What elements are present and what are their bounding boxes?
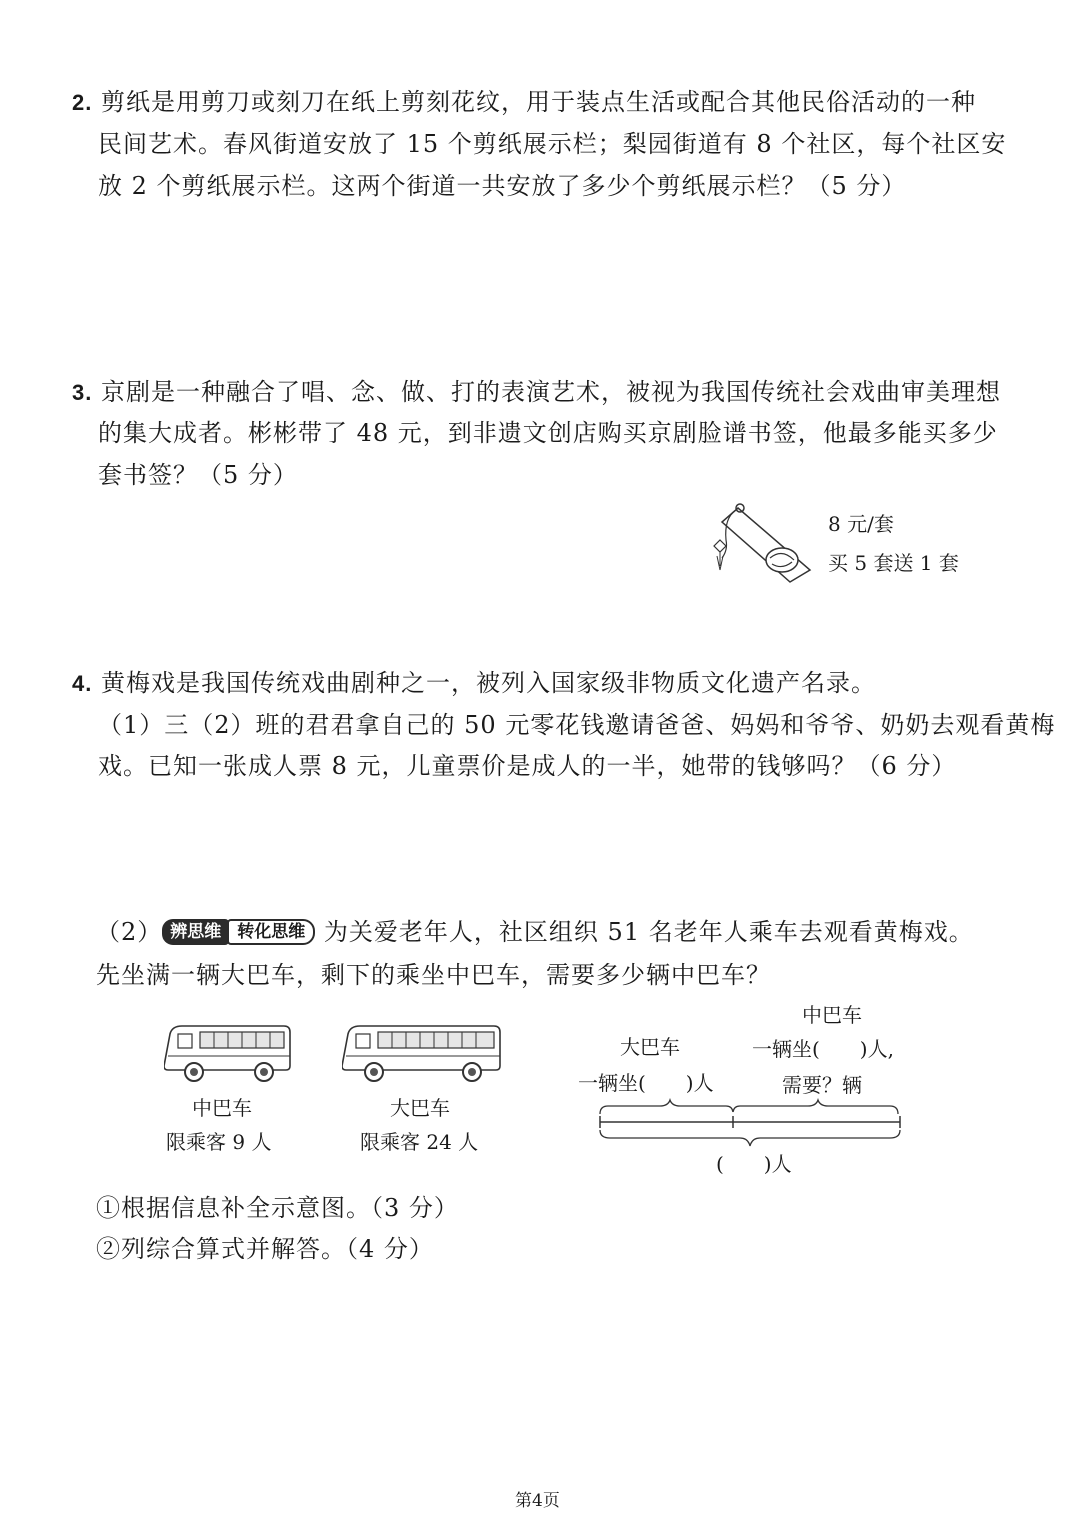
brace-large-bus xyxy=(600,1100,733,1114)
large-bus-illustration xyxy=(342,1022,502,1084)
q4-part1-line-2: 戏。已知一张成人票 8 元，儿童票价是成人的一半，她带的钱够吗？（6 分） xyxy=(98,752,957,780)
diagram-medium-seat-label: 一辆坐( )人, xyxy=(752,1037,894,1061)
segment-diagram xyxy=(590,1098,910,1152)
diagram-large-seat-label: 一辆坐( )人 xyxy=(578,1071,714,1095)
diagram-large-bus-label: 大巴车 xyxy=(620,1035,680,1059)
bookmark-illustration xyxy=(700,500,820,590)
large-bus-limit: 限乘客 24 人 xyxy=(360,1130,479,1154)
q4-part1-line-1: （1）三（2）班的君君拿自己的 50 元零花钱邀请爸爸、妈妈和爷爷、奶奶去观看黄梅 xyxy=(98,711,1056,739)
diagram-need-label: 需要？辆 xyxy=(782,1073,862,1097)
q4-task-2: ②列综合算式并解答。（4 分） xyxy=(96,1235,434,1263)
brace-total xyxy=(600,1130,900,1146)
q3-line-2: 的集大成者。彬彬带了 48 元，到非遗文创店购买京剧脸谱书签，他最多能买多少 xyxy=(98,419,998,447)
q4-number: 4. xyxy=(72,671,93,696)
large-bus-name: 大巴车 xyxy=(390,1096,450,1120)
q4-part2-prefix: （2） xyxy=(96,918,163,946)
medium-bus-illustration xyxy=(164,1022,292,1084)
q4-part2-line-1: （2） 辨思维 转化思维 为关爱老年人，社区组织 51 名老年人乘车去观看黄梅戏。 xyxy=(96,918,974,946)
q2-number: 2. xyxy=(72,90,93,115)
page-number: 第4页 xyxy=(515,1491,560,1511)
q2-line-1: 2. 剪纸是用剪刀或刻刀在纸上剪刻花纹，用于装点生活或配合其他民俗活动的一种 xyxy=(72,88,976,116)
q3-number: 3. xyxy=(72,380,93,405)
q3-line-3: 套书签？（5 分） xyxy=(98,461,298,489)
q2-line-2: 民间艺术。春风街道安放了 15 个剪纸展示栏；梨园街道有 8 个社区，每个社区安 xyxy=(98,130,1007,158)
q4-part2-line-2: 先坐满一辆大巴车，剩下的乘坐中巴车，需要多少辆中巴车？ xyxy=(96,961,771,989)
q3-line-1: 3. 京剧是一种融合了唱、念、做、打的表演艺术，被视为我国传统社会戏曲审美理想 xyxy=(72,378,1001,406)
q4-task-1: ①根据信息补全示意图。（3 分） xyxy=(96,1194,459,1222)
q2-line-3: 放 2 个剪纸展示栏。这两个街道一共安放了多少个剪纸展示栏？（5 分） xyxy=(98,172,907,200)
q4-intro: 4. 黄梅戏是我国传统戏曲剧种之一，被列入国家级非物质文化遗产名录。 xyxy=(72,669,876,697)
tag-zhuanhua-siwei: 转化思维 xyxy=(227,919,315,945)
bookmark-offer: 买 5 套送 1 套 xyxy=(828,551,959,575)
tag-bian-siwei: 辨思维 xyxy=(162,919,229,945)
medium-bus-limit: 限乘客 9 人 xyxy=(166,1130,272,1154)
brace-medium-bus xyxy=(733,1100,898,1114)
diagram-medium-bus-label: 中巴车 xyxy=(802,1003,862,1027)
medium-bus-name: 中巴车 xyxy=(192,1096,252,1120)
diagram-total-label: ( )人 xyxy=(716,1152,792,1176)
bookmark-price: 8 元/套 xyxy=(828,512,894,536)
